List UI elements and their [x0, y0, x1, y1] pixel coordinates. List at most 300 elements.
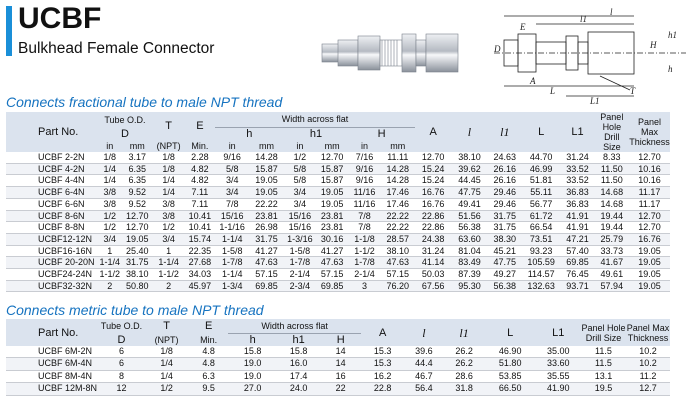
table-cell: 49.27: [488, 269, 522, 281]
table-cell: 5/8: [284, 175, 316, 187]
table-cell: 46.7: [404, 370, 443, 382]
table-cell: 14.28: [381, 163, 415, 175]
table-cell: 19.05: [629, 269, 670, 281]
table-cell: 17.46: [381, 198, 415, 210]
table-cell: 51.81: [522, 175, 560, 187]
table-cell: 10.41: [185, 210, 215, 222]
table-cell: 35.55: [536, 370, 581, 382]
table-cell: 1/4: [152, 187, 184, 199]
table-cell: 3/4: [152, 233, 184, 245]
table-cell: 26.16: [488, 163, 522, 175]
table-cell: 26.98: [249, 222, 283, 234]
col-l1: l1: [444, 319, 485, 346]
table-cell: 7.11: [185, 187, 215, 199]
unit-mm: mm: [249, 140, 283, 152]
table-cell: 22: [320, 383, 361, 395]
table-cell: 105.59: [522, 257, 560, 269]
col-panel-max: Panel Max Thickness: [626, 319, 670, 346]
table-cell: 11.17: [629, 187, 670, 199]
table-cell: 10.2: [626, 346, 670, 358]
table-cell: 12.70: [122, 222, 152, 234]
table-cell: 5/8: [215, 163, 249, 175]
fractional-table: [6, 112, 670, 292]
table-cell: 1-3/16: [284, 233, 316, 245]
table-cell: 9/16: [215, 152, 249, 163]
table-cell: 3: [348, 280, 380, 292]
table-cell: 4.8: [189, 358, 228, 370]
part-number: UCBF 8M-4N: [6, 370, 99, 382]
table-cell: 23.81: [249, 210, 283, 222]
table-row: [6, 346, 670, 358]
table-cell: 15.8: [277, 346, 320, 358]
col-panel-hole: Panel Hole Drill Size: [581, 319, 626, 346]
table-cell: 3/4: [215, 175, 249, 187]
table-cell: 3/4: [215, 187, 249, 199]
table-cell: 1-1/4: [215, 233, 249, 245]
table-cell: 24.38: [415, 233, 451, 245]
table-cell: 15.74: [185, 233, 215, 245]
table-cell: 49.61: [595, 269, 629, 281]
table-cell: 29.46: [488, 198, 522, 210]
table-cell: 41.91: [560, 222, 594, 234]
section2-title: Connects metric tube to male NPT thread: [6, 302, 264, 318]
table-cell: 114.57: [522, 269, 560, 281]
col-big-l1: L1: [560, 112, 594, 152]
table-cell: 39.6: [404, 346, 443, 358]
table-cell: 11.5: [581, 358, 626, 370]
col-l1: l1: [488, 112, 522, 152]
table-cell: 22.22: [381, 222, 415, 234]
part-number: UCBF 6-4N: [6, 187, 97, 199]
table-cell: 7.11: [185, 198, 215, 210]
table-cell: 8.33: [595, 152, 629, 163]
col-h1: h1: [277, 334, 320, 347]
table-cell: 47.75: [488, 257, 522, 269]
table-cell: 66.50: [485, 383, 536, 395]
table-cell: 1/4: [152, 175, 184, 187]
table-row: [6, 187, 670, 199]
unit-in: in: [348, 140, 380, 152]
unit-in: in: [97, 140, 122, 152]
table-cell: 15.87: [316, 163, 348, 175]
table-cell: 56.77: [522, 198, 560, 210]
table-cell: 29.46: [488, 187, 522, 199]
col-d: D: [97, 127, 152, 140]
table-cell: 31.75: [488, 222, 522, 234]
svg-text:l1: l1: [580, 14, 588, 24]
table-cell: 57.40: [560, 245, 594, 257]
table-cell: 9.5: [189, 383, 228, 395]
table-cell: 16.76: [415, 187, 451, 199]
col-big-h: H: [348, 127, 415, 140]
table-cell: 47.63: [381, 257, 415, 269]
col-t: T: [152, 112, 184, 140]
table-cell: 15.3: [361, 358, 404, 370]
table-cell: 41.90: [536, 383, 581, 395]
table-cell: 46.99: [522, 163, 560, 175]
metric-table: [6, 319, 670, 396]
col-l: l: [404, 319, 443, 346]
svg-text:A: A: [530, 76, 536, 86]
part-number: UCBF16-16N: [6, 245, 97, 257]
table-cell: 3/8: [97, 187, 122, 199]
table-cell: 19.5: [581, 383, 626, 395]
table-cell: 3/8: [97, 198, 122, 210]
table-cell: 1/4: [144, 358, 189, 370]
table-cell: 1-7/8: [348, 257, 380, 269]
section1-title: Connects fractional tube to male NPT thread: [6, 94, 283, 110]
part-number: UCBF 8-6N: [6, 210, 97, 222]
table-cell: 26.16: [488, 175, 522, 187]
product-photo: [320, 22, 460, 86]
table-cell: 31.75: [122, 257, 152, 269]
col-a: A: [361, 319, 404, 346]
table-cell: 87.39: [451, 269, 487, 281]
table-cell: 16.2: [361, 370, 404, 382]
col-panel-max: Panel Max Thickness: [629, 112, 670, 152]
table-cell: 51.80: [485, 358, 536, 370]
table-cell: 44.45: [451, 175, 487, 187]
table-cell: 41.27: [249, 245, 283, 257]
table-cell: 19.05: [249, 175, 283, 187]
table-cell: 46.90: [485, 346, 536, 358]
part-number: UCBF24-24N: [6, 269, 97, 281]
table-cell: 26.2: [444, 358, 485, 370]
table-cell: 1/8: [152, 152, 184, 163]
dimension-drawing: [490, 8, 690, 106]
table-cell: 56.38: [488, 280, 522, 292]
table-cell: 12.70: [415, 152, 451, 163]
table-cell: 6: [99, 358, 144, 370]
table-cell: 56.38: [451, 222, 487, 234]
table-cell: 73.51: [522, 233, 560, 245]
col-part-no: Part No.: [6, 112, 97, 152]
table-cell: 24.0: [277, 383, 320, 395]
table-cell: 8: [99, 370, 144, 382]
table-cell: 24.63: [488, 152, 522, 163]
table-cell: 1/4: [144, 370, 189, 382]
table-cell: 36.83: [560, 187, 594, 199]
table-cell: 4.8: [189, 346, 228, 358]
svg-text:h: h: [668, 64, 673, 74]
table-cell: 2-3/4: [284, 280, 316, 292]
table-cell: 19.05: [629, 257, 670, 269]
table-cell: 19.44: [595, 210, 629, 222]
table-cell: 33.52: [560, 163, 594, 175]
table-cell: 33.73: [595, 245, 629, 257]
table-cell: 61.72: [522, 210, 560, 222]
table-cell: 33.52: [560, 175, 594, 187]
table-cell: 50.03: [415, 269, 451, 281]
table-cell: 22.86: [415, 210, 451, 222]
col-e: E: [185, 112, 215, 140]
table-cell: 49.41: [451, 198, 487, 210]
table-cell: 3/8: [152, 198, 184, 210]
table-cell: 11.2: [626, 370, 670, 382]
col-h: h: [215, 127, 284, 140]
table-cell: 11.50: [595, 175, 629, 187]
table-cell: 16.76: [629, 233, 670, 245]
part-number: UCBF 2-2N: [6, 152, 97, 163]
table-cell: 51.56: [451, 210, 487, 222]
table-cell: 2.28: [185, 152, 215, 163]
table-cell: 9.52: [122, 187, 152, 199]
table-cell: 14: [320, 346, 361, 358]
unit-mm: mm: [122, 140, 152, 152]
table-row: [6, 269, 670, 281]
table-cell: 16.76: [415, 198, 451, 210]
table-cell: 15.87: [316, 175, 348, 187]
table-cell: 1-5/8: [215, 245, 249, 257]
table-cell: 47.75: [451, 187, 487, 199]
table-cell: 3/4: [97, 233, 122, 245]
table-cell: 1/2: [152, 222, 184, 234]
col-width-across-flat: Width across flat: [228, 319, 361, 334]
table-cell: 12.70: [629, 152, 670, 163]
table-cell: 7/8: [215, 198, 249, 210]
table-cell: 93.71: [560, 280, 594, 292]
table-row: [6, 233, 670, 245]
table-cell: 19.05: [122, 233, 152, 245]
table-cell: 44.4: [404, 358, 443, 370]
table-cell: 1-1/2: [348, 245, 380, 257]
table-cell: 33.60: [536, 358, 581, 370]
table-cell: 9/16: [348, 163, 380, 175]
table-cell: 12.70: [629, 210, 670, 222]
table-cell: 45.21: [488, 245, 522, 257]
part-number: UCBF 20-20N: [6, 257, 97, 269]
table-cell: 11/16: [348, 187, 380, 199]
table-cell: 34.03: [185, 269, 215, 281]
table-cell: 15.24: [415, 175, 451, 187]
table-cell: 47.63: [316, 257, 348, 269]
table-cell: 10.41: [185, 222, 215, 234]
table-cell: 69.85: [560, 257, 594, 269]
svg-text:L1: L1: [590, 96, 600, 106]
table-cell: 15/16: [215, 210, 249, 222]
table-cell: 95.30: [451, 280, 487, 292]
table-cell: 7/8: [348, 210, 380, 222]
table-cell: 69.85: [316, 280, 348, 292]
table-cell: 41.14: [415, 257, 451, 269]
svg-text:E: E: [520, 22, 526, 32]
table-cell: 132.63: [522, 280, 560, 292]
table-cell: 2: [97, 280, 122, 292]
table-cell: 6.35: [122, 163, 152, 175]
table-cell: 14: [320, 358, 361, 370]
table-cell: 17.4: [277, 370, 320, 382]
table-cell: 25.79: [595, 233, 629, 245]
table-cell: 11.50: [595, 163, 629, 175]
table-cell: 19.05: [249, 187, 283, 199]
table-cell: 13.1: [581, 370, 626, 382]
table-cell: 5/8: [284, 163, 316, 175]
table-cell: 47.21: [560, 233, 594, 245]
table-cell: 10.2: [626, 358, 670, 370]
table-cell: 1/2: [144, 383, 189, 395]
table-cell: 19.05: [316, 198, 348, 210]
table-cell: 3/4: [284, 198, 316, 210]
table-cell: 31.75: [249, 233, 283, 245]
table-cell: 67.56: [415, 280, 451, 292]
table-cell: 22.8: [361, 383, 404, 395]
table-cell: 31.24: [415, 245, 451, 257]
col-h: h: [228, 334, 277, 347]
table-cell: 9/16: [348, 175, 380, 187]
table-cell: 38.10: [451, 152, 487, 163]
unit-min: Min.: [189, 334, 228, 347]
table-cell: 1/4: [97, 175, 122, 187]
table-cell: 15.24: [415, 163, 451, 175]
part-number: UCBF 8-8N: [6, 222, 97, 234]
table-cell: 1: [152, 245, 184, 257]
table-cell: 56.4: [404, 383, 443, 395]
svg-text:L: L: [550, 86, 556, 96]
col-d: D: [99, 334, 144, 347]
table-cell: 81.04: [451, 245, 487, 257]
col-a: A: [415, 112, 451, 152]
table-cell: 19.05: [629, 280, 670, 292]
table-cell: 15/16: [284, 210, 316, 222]
table-cell: 19.0: [228, 370, 277, 382]
table-cell: 12.70: [629, 222, 670, 234]
table-row: [6, 280, 670, 292]
unit-npt: (NPT): [144, 334, 189, 347]
table-cell: 3/4: [284, 187, 316, 199]
table-cell: 57.15: [381, 269, 415, 281]
table-cell: 4.82: [185, 175, 215, 187]
table-cell: 7/8: [348, 222, 380, 234]
svg-text:T: T: [630, 86, 636, 96]
table-cell: 1-1/2: [97, 269, 122, 281]
table-cell: 22.86: [415, 222, 451, 234]
table-cell: 1/2: [284, 152, 316, 163]
table-cell: 3.17: [122, 152, 152, 163]
table-cell: 3/8: [152, 210, 184, 222]
table-cell: 28.57: [381, 233, 415, 245]
table-cell: 1-1/2: [152, 269, 184, 281]
unit-mm: mm: [316, 140, 348, 152]
table-cell: 63.60: [451, 233, 487, 245]
table-cell: 14.28: [249, 152, 283, 163]
table-cell: 83.49: [451, 257, 487, 269]
col-width-across-flat: Width across flat: [215, 112, 415, 127]
table-cell: 14.68: [595, 187, 629, 199]
table-cell: 27.68: [185, 257, 215, 269]
table-row: [6, 163, 670, 175]
table-cell: 1/8: [144, 346, 189, 358]
table-cell: 41.91: [560, 210, 594, 222]
col-tube-od: Tube O.D.: [99, 319, 144, 334]
table-cell: 1/2: [97, 222, 122, 234]
table-cell: 1/2: [97, 210, 122, 222]
table-cell: 6.35: [122, 175, 152, 187]
table-row: [6, 152, 670, 163]
table-cell: 16: [320, 370, 361, 382]
table-cell: 12.7: [626, 383, 670, 395]
table-row: [6, 383, 670, 395]
table-cell: 44.70: [522, 152, 560, 163]
table-cell: 1/8: [97, 152, 122, 163]
table-cell: 22.22: [381, 210, 415, 222]
col-panel-hole: Panel Hole Drill Size: [595, 112, 629, 152]
table-cell: 1-5/8: [284, 245, 316, 257]
table-row: [6, 257, 670, 269]
table-cell: 15/16: [284, 222, 316, 234]
table-cell: 31.8: [444, 383, 485, 395]
table-cell: 41.67: [595, 257, 629, 269]
table-cell: 11.11: [381, 152, 415, 163]
title-accent-bar: [6, 6, 12, 56]
table-cell: 27.0: [228, 383, 277, 395]
table-cell: 57.15: [249, 269, 283, 281]
table-cell: 31.24: [560, 152, 594, 163]
svg-text:D: D: [494, 44, 501, 54]
table-cell: 15.87: [249, 163, 283, 175]
table-row: [6, 175, 670, 187]
table-cell: 22.22: [249, 198, 283, 210]
table-cell: 30.16: [316, 233, 348, 245]
table-cell: 93.23: [522, 245, 560, 257]
col-tube-od: Tube O.D.: [97, 112, 152, 127]
col-h1: h1: [284, 127, 349, 140]
svg-text:h1: h1: [668, 30, 677, 40]
part-number: UCBF 6-6N: [6, 198, 97, 210]
part-number: UCBF 4-2N: [6, 163, 97, 175]
table-row: [6, 198, 670, 210]
table-cell: 6.3: [189, 370, 228, 382]
table-cell: 76.20: [381, 280, 415, 292]
col-big-l1: L1: [536, 319, 581, 346]
table-cell: 11.17: [629, 198, 670, 210]
table-cell: 1-1/4: [97, 257, 122, 269]
table-cell: 1/4: [97, 163, 122, 175]
col-big-l: L: [522, 112, 560, 152]
svg-text:H: H: [650, 40, 657, 50]
table-row: [6, 370, 670, 382]
table-cell: 10.16: [629, 175, 670, 187]
table-cell: 1-1/4: [215, 269, 249, 281]
table-cell: 69.85: [249, 280, 283, 292]
part-number: UCBF 4-4N: [6, 175, 97, 187]
table-cell: 2: [152, 280, 184, 292]
table-cell: 38.30: [488, 233, 522, 245]
col-big-l: L: [485, 319, 536, 346]
table-cell: 14.28: [381, 175, 415, 187]
table-cell: 6: [99, 346, 144, 358]
table-cell: 14.68: [595, 198, 629, 210]
col-t: T: [144, 319, 189, 334]
unit-mm: mm: [381, 140, 415, 152]
table-cell: 1-1/8: [348, 233, 380, 245]
table-cell: 15.3: [361, 346, 404, 358]
table-cell: 2-1/4: [348, 269, 380, 281]
table-cell: 1-7/8: [284, 257, 316, 269]
part-number: UCBF 6M-2N: [6, 346, 99, 358]
table-cell: 26.2: [444, 346, 485, 358]
svg-text:l: l: [610, 8, 613, 17]
table-cell: 19.0: [228, 358, 277, 370]
part-number: UCBF12-12N: [6, 233, 97, 245]
table-cell: 47.63: [249, 257, 283, 269]
table-cell: 53.85: [485, 370, 536, 382]
table-cell: 17.46: [381, 187, 415, 199]
part-number: UCBF32-32N: [6, 280, 97, 292]
table-cell: 31.75: [488, 210, 522, 222]
table-cell: 66.54: [522, 222, 560, 234]
table-cell: 36.83: [560, 198, 594, 210]
table-row: [6, 210, 670, 222]
